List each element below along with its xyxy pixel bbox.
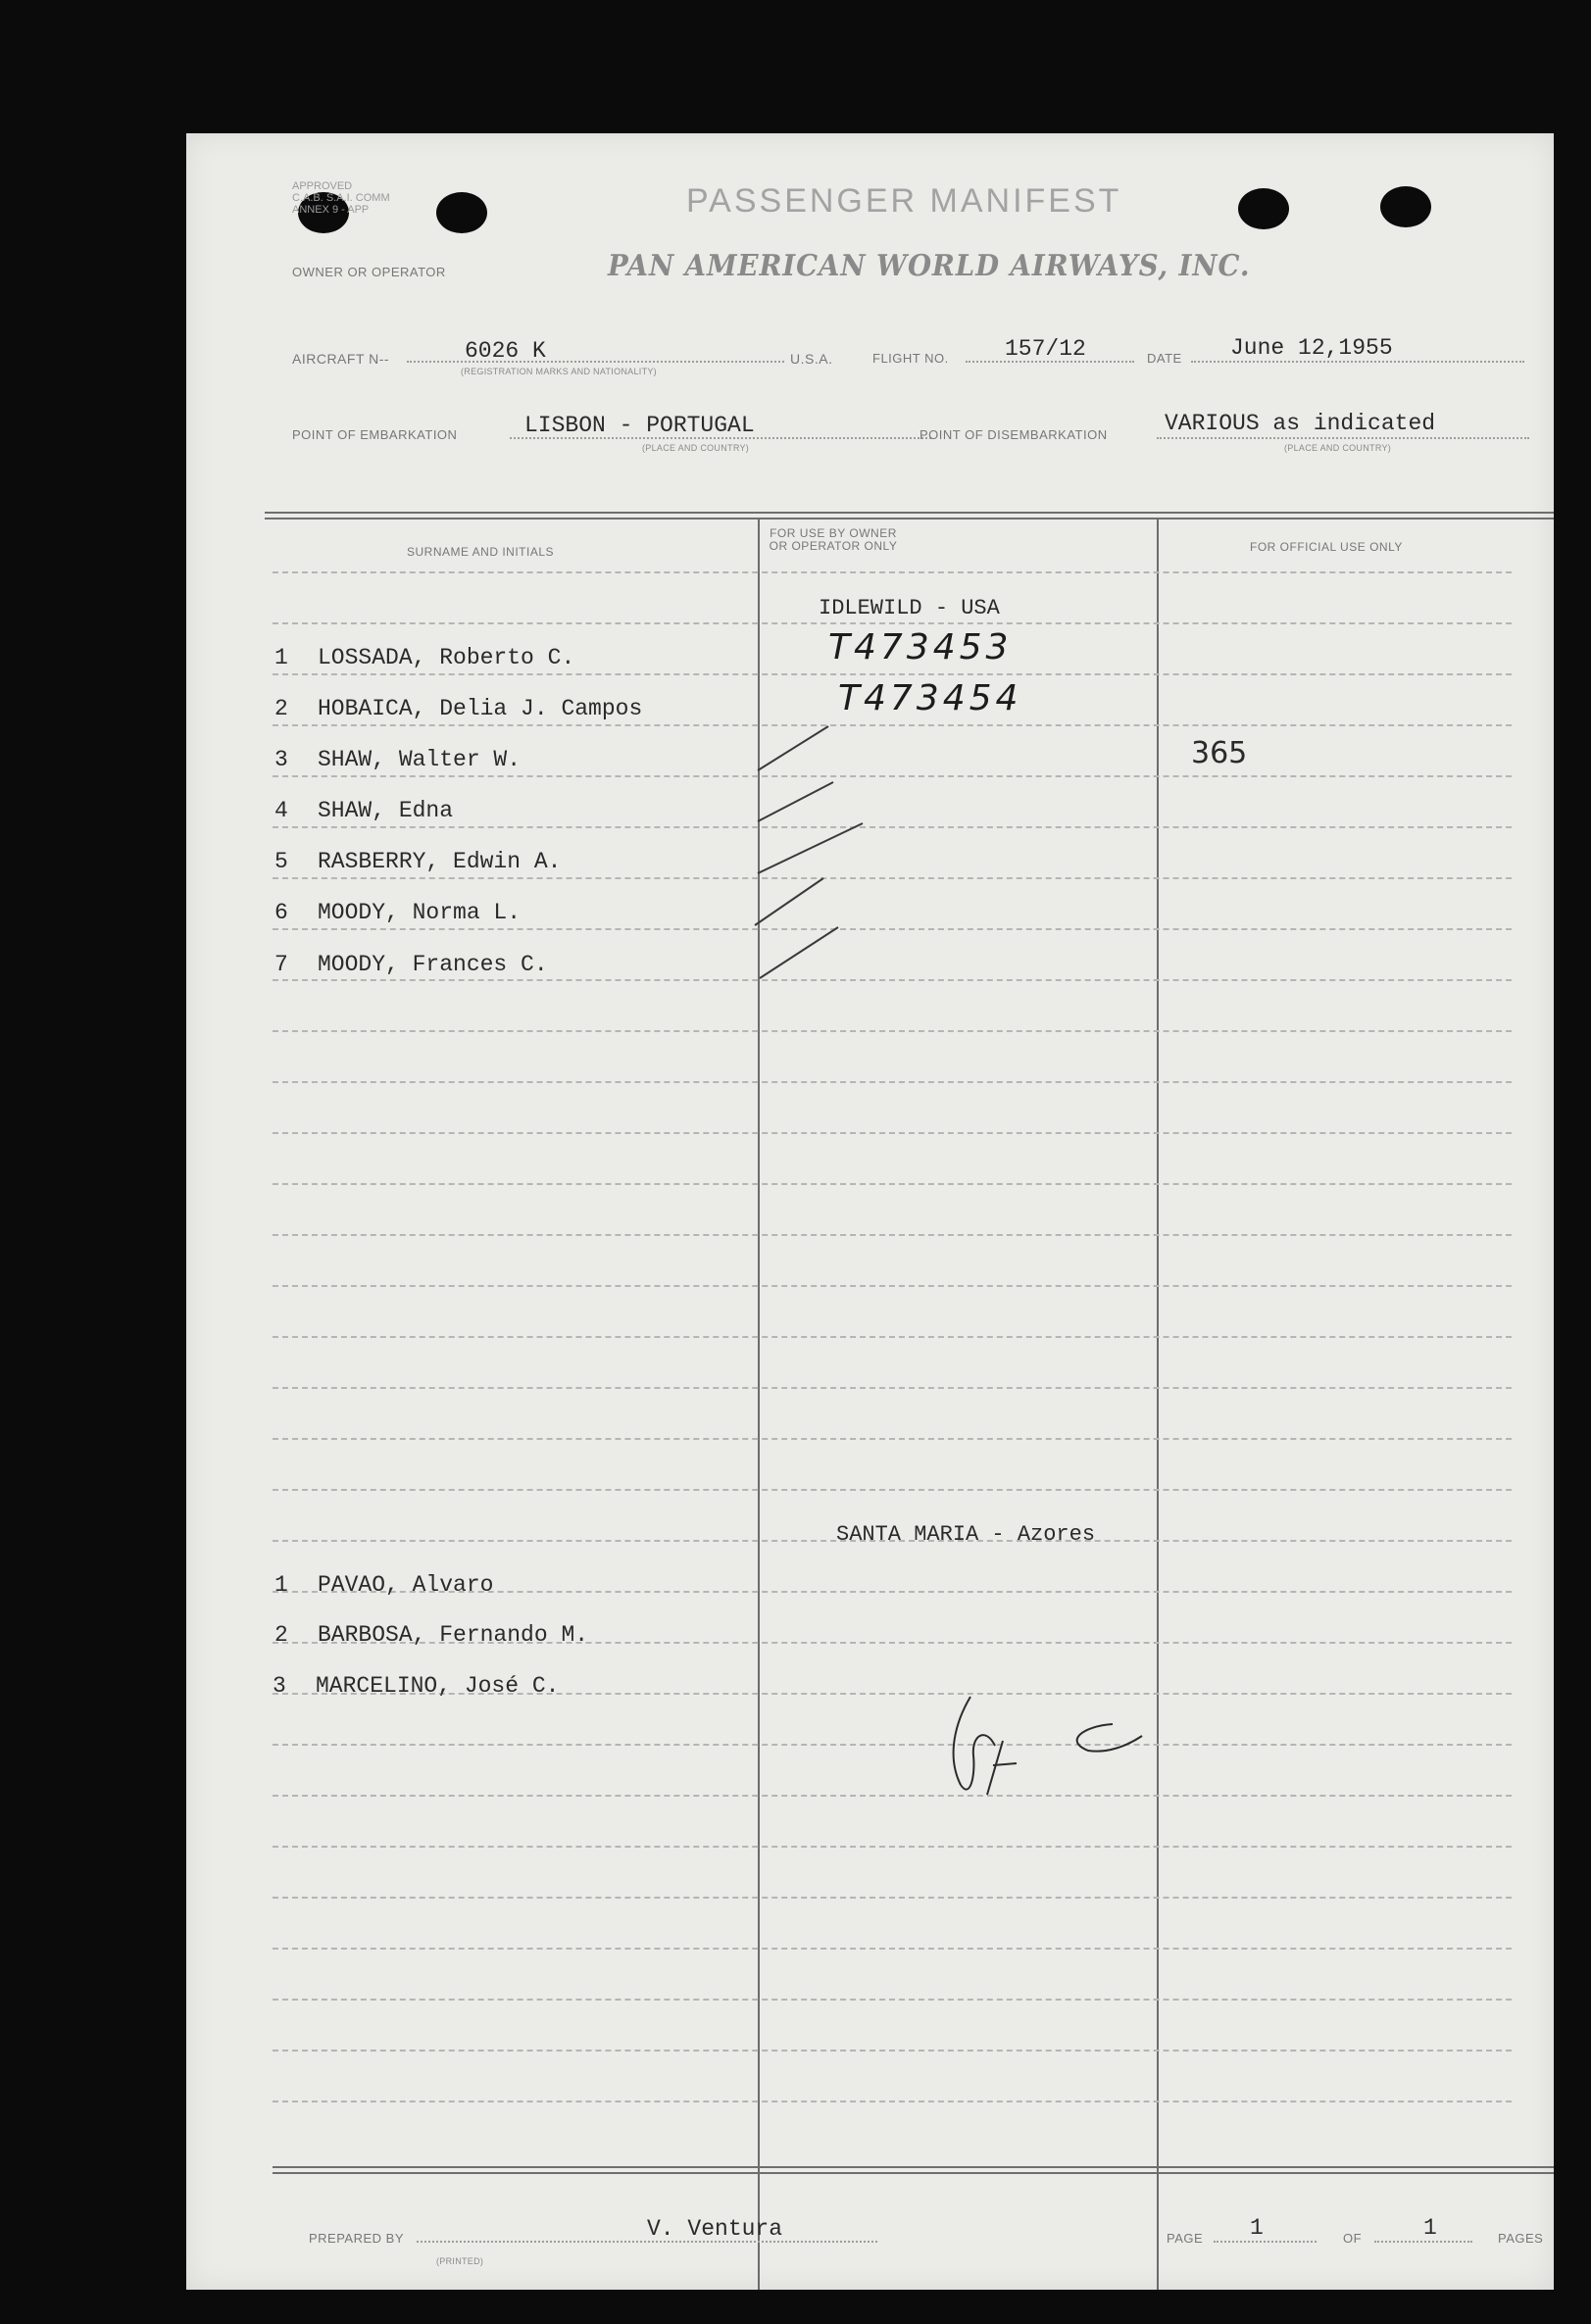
passenger-name: MARCELINO, José C. xyxy=(316,1673,560,1699)
punch-hole xyxy=(1238,188,1289,229)
passenger-row: 5 RASBERRY, Edwin A. xyxy=(274,849,562,874)
passenger-name: HOBAICA, Delia J. Campos xyxy=(318,696,643,721)
row-rule xyxy=(273,1489,1512,1491)
punch-hole xyxy=(436,192,487,233)
official-note: 365 xyxy=(1191,736,1248,770)
row-rule xyxy=(273,1336,1512,1338)
aircraft-sub: (REGISTRATION MARKS AND NATIONALITY) xyxy=(461,367,657,376)
row-rule xyxy=(273,724,1512,726)
approval-stamp: APPROVED C.A.B. S.A.I. COMM ANNEX 9 - APP xyxy=(292,180,390,216)
row-rule xyxy=(273,2050,1512,2052)
prepared-sub: (PRINTED) xyxy=(436,2256,484,2266)
row-rule xyxy=(273,1948,1512,1950)
row-rule xyxy=(273,673,1512,675)
page-value: 1 xyxy=(1250,2215,1264,2241)
page-label: PAGE xyxy=(1167,2231,1204,2246)
row-rule xyxy=(273,928,1512,930)
ticket-number-1: T473453 xyxy=(828,627,1013,668)
punch-hole xyxy=(1380,186,1431,227)
row-rule xyxy=(273,826,1512,828)
passenger-row: 3 MARCELINO, José C. xyxy=(273,1673,560,1699)
check-mark xyxy=(758,823,863,873)
ticket-number-2: T473454 xyxy=(838,678,1022,718)
passenger-name: SHAW, Walter W. xyxy=(318,747,522,772)
of-value: 1 xyxy=(1423,2215,1437,2241)
row-rule xyxy=(273,1132,1512,1134)
passenger-name: MOODY, Frances C. xyxy=(318,952,548,977)
passenger-name: PAVAO, Alvaro xyxy=(318,1572,494,1598)
table-top-rule xyxy=(265,512,1554,514)
handwritten-initials xyxy=(917,1677,1152,1814)
page-title: PASSENGER MANIFEST xyxy=(686,182,1122,220)
row-rule xyxy=(273,877,1512,879)
row-rule xyxy=(273,1183,1512,1185)
of-label: OF xyxy=(1343,2231,1363,2246)
flight-label: FLIGHT NO. xyxy=(872,351,949,366)
date-value: June 12,1955 xyxy=(1230,335,1393,361)
pages-label: PAGES xyxy=(1498,2231,1544,2246)
column-divider xyxy=(1157,518,1159,2290)
row-rule xyxy=(273,1795,1512,1797)
passenger-name: LOSSADA, Roberto C. xyxy=(318,645,575,670)
embark-sub: (PLACE AND COUNTRY) xyxy=(642,443,750,453)
col-header-operator: FOR USE BY OWNER OR OPERATOR ONLY xyxy=(769,526,898,553)
check-mark xyxy=(758,726,828,770)
row-rule xyxy=(273,571,1512,573)
check-marks xyxy=(750,721,887,986)
col-header-official: FOR OFFICIAL USE ONLY xyxy=(1250,540,1403,554)
owner-value: PAN AMERICAN WORLD AIRWAYS, INC. xyxy=(608,249,1251,283)
row-rule xyxy=(273,1744,1512,1746)
table-bottom-rule xyxy=(273,2166,1554,2168)
passenger-name: RASBERRY, Edwin A. xyxy=(318,849,562,874)
row-rule xyxy=(273,1438,1512,1440)
embark-value: LISBON - PORTUGAL xyxy=(524,413,755,438)
row-rule xyxy=(273,1897,1512,1899)
check-mark xyxy=(755,878,823,925)
check-mark xyxy=(760,927,838,978)
row-rule xyxy=(273,1030,1512,1032)
aircraft-value: 6026 K xyxy=(465,338,546,364)
aircraft-label: AIRCRAFT N-- xyxy=(292,351,390,367)
flight-value: 157/12 xyxy=(1005,336,1086,362)
disembark-label: POINT OF DISEMBARKATION xyxy=(920,427,1108,442)
passenger-row: 7 MOODY, Frances C. xyxy=(274,952,548,977)
row-rule xyxy=(273,1387,1512,1389)
prepared-value: V. Ventura xyxy=(647,2216,783,2242)
passenger-row: 1 PAVAO, Alvaro xyxy=(274,1572,494,1598)
disembark-sub: (PLACE AND COUNTRY) xyxy=(1284,443,1392,453)
passenger-row: 1 LOSSADA, Roberto C. xyxy=(274,645,575,670)
passenger-row: 4 SHAW, Edna xyxy=(274,798,454,823)
passenger-row: 2 BARBOSA, Fernando M. xyxy=(274,1622,589,1648)
passenger-row: 3 SHAW, Walter W. xyxy=(274,747,522,772)
section2-destination: SANTA MARIA - Azores xyxy=(836,1522,1096,1547)
disembark-value: VARIOUS as indicated xyxy=(1165,411,1436,436)
passenger-row: 2 HOBAICA, Delia J. Campos xyxy=(274,696,643,721)
row-rule xyxy=(273,1234,1512,1236)
passenger-name: BARBOSA, Fernando M. xyxy=(318,1622,589,1648)
row-rule xyxy=(273,775,1512,777)
usa-label: U.S.A. xyxy=(790,351,833,367)
section1-destination: IDLEWILD - USA xyxy=(819,596,1000,620)
passenger-name: SHAW, Edna xyxy=(318,798,454,823)
owner-label: OWNER OR OPERATOR xyxy=(292,265,446,279)
row-rule xyxy=(273,1081,1512,1083)
prepared-label: PREPARED BY xyxy=(309,2231,405,2246)
check-mark xyxy=(758,782,833,821)
row-rule xyxy=(273,1999,1512,2001)
date-label: DATE xyxy=(1147,351,1182,366)
manifest-sheet xyxy=(186,133,1554,2290)
row-rule xyxy=(273,979,1512,981)
passenger-name: MOODY, Norma L. xyxy=(318,900,522,925)
col-header-surname: SURNAME AND INITIALS xyxy=(407,545,555,559)
row-rule xyxy=(273,1846,1512,1848)
row-rule xyxy=(273,622,1512,624)
row-rule xyxy=(273,2101,1512,2102)
embark-label: POINT OF EMBARKATION xyxy=(292,427,458,442)
passenger-row: 6 MOODY, Norma L. xyxy=(274,900,522,925)
row-rule xyxy=(273,1285,1512,1287)
